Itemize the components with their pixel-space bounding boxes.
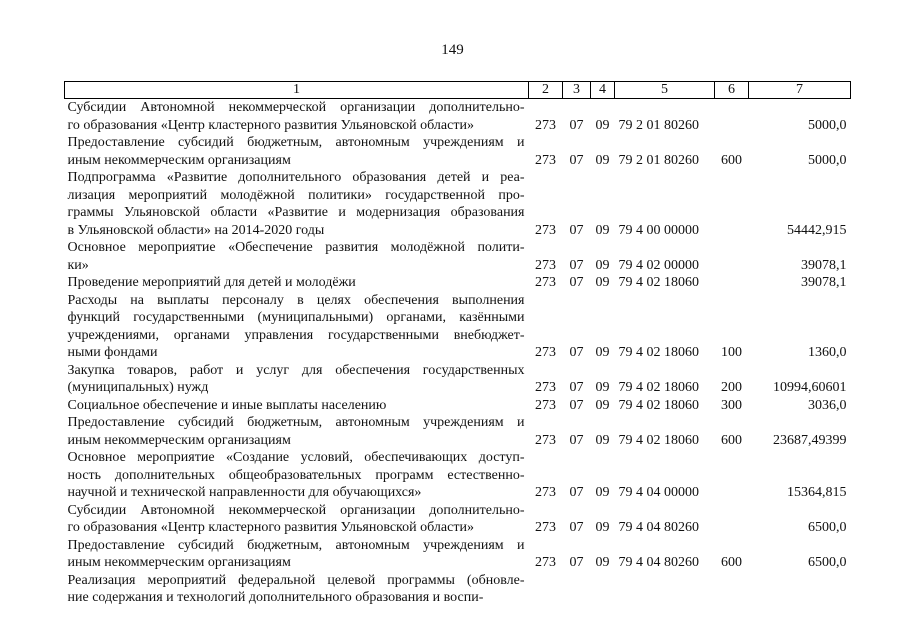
name-line: ки» xyxy=(67,257,89,273)
header-col-5: 5 xyxy=(615,82,715,99)
cell-ved: 273 xyxy=(535,275,556,290)
cell-target-article: 79 4 02 18060 xyxy=(618,432,699,448)
cell-section: 07 xyxy=(569,152,584,168)
cell-target-article: 79 4 02 18060 xyxy=(618,275,699,290)
cell-section: 07 xyxy=(569,555,584,570)
cell-subsection: 09 xyxy=(595,257,610,273)
table-row xyxy=(65,414,851,449)
name-line: иным некоммерческим организациям xyxy=(67,555,291,570)
table-row xyxy=(65,449,851,502)
cell-section: 07 xyxy=(569,345,584,360)
cell-section: 07 xyxy=(569,397,584,413)
name-line: ность дополнительных общеобразовательных программ естественно- xyxy=(67,467,525,483)
name-line: Предоставление субсидий бюджетным, автономным учреждениям и xyxy=(67,415,525,430)
cell-subsection xyxy=(591,572,615,607)
cell-name xyxy=(65,537,529,572)
cell-target-article: 79 4 02 18060 xyxy=(618,345,699,360)
cell-ved: 273 xyxy=(535,117,556,133)
cell-expense-type: 600 xyxy=(721,555,742,570)
cell-amount: 15364,815 xyxy=(787,485,847,500)
cell-expense-type: 100 xyxy=(721,345,742,360)
cell-target-article: 79 4 04 80260 xyxy=(618,555,699,570)
name-line: учреждениями, органами управления государственными внебюджет- xyxy=(67,327,525,343)
cell-name xyxy=(65,572,529,607)
table-row xyxy=(65,274,851,292)
cell-expense-type xyxy=(715,274,749,292)
cell-ved: 273 xyxy=(535,397,556,413)
name-line: Реализация мероприятий федеральной целевой программы (обновле- xyxy=(67,572,525,588)
table-row xyxy=(65,502,851,537)
cell-expense-type: 300 xyxy=(721,397,742,413)
cell-expense-type xyxy=(715,502,749,537)
cell-section xyxy=(563,572,591,607)
cell-amount: 5000,0 xyxy=(808,152,847,168)
cell-amount: 39078,1 xyxy=(801,275,847,290)
cell-ved xyxy=(529,572,563,607)
name-line: Субсидии Автономной некоммерческой организации дополнительно- xyxy=(67,100,525,115)
cell-section: 07 xyxy=(569,275,584,290)
name-line: Проведение мероприятий для детей и молодёжи xyxy=(67,275,356,290)
cell-target-article: 79 2 01 80260 xyxy=(618,117,699,133)
cell-amount: 54442,915 xyxy=(787,222,847,238)
cell-subsection: 09 xyxy=(595,345,610,360)
cell-section: 07 xyxy=(569,222,584,238)
table-row xyxy=(65,292,851,362)
cell-name xyxy=(65,502,529,537)
cell-ved: 273 xyxy=(535,432,556,448)
cell-name xyxy=(65,449,529,502)
name-line: иным некоммерческим организациям xyxy=(67,432,291,448)
cell-amount: 6500,0 xyxy=(808,555,847,570)
cell-expense-type xyxy=(715,99,749,135)
table-row xyxy=(65,397,851,415)
cell-section: 07 xyxy=(569,432,584,448)
name-line: Закупка товаров, работ и услуг для обеспечения государственных xyxy=(67,362,525,378)
cell-name xyxy=(65,99,529,135)
table-header xyxy=(65,82,851,99)
cell-name xyxy=(65,362,529,397)
table-row xyxy=(65,99,851,135)
cell-ved: 273 xyxy=(535,380,556,395)
cell-subsection: 09 xyxy=(595,520,610,535)
header-col-6: 6 xyxy=(715,82,749,99)
header-row xyxy=(65,82,851,99)
name-line: Предоставление субсидий бюджетным, автономным учреждениям и xyxy=(67,135,525,150)
name-line: го образования «Центр кластерного развития Ульяновской области» xyxy=(67,520,474,535)
cell-ved: 273 xyxy=(535,345,556,360)
budget-table xyxy=(64,81,851,607)
header-col-3: 3 xyxy=(563,82,591,99)
name-line: функций государственными (муниципальными) органами, казёнными xyxy=(67,310,525,325)
cell-target-article xyxy=(615,572,715,607)
cell-subsection: 09 xyxy=(595,432,610,448)
cell-name xyxy=(65,414,529,449)
cell-subsection: 09 xyxy=(595,485,610,500)
name-line: Основное мероприятие «Создание условий, обеспечивающих доступ- xyxy=(67,450,525,465)
cell-amount: 6500,0 xyxy=(808,520,847,535)
header-col-7: 7 xyxy=(749,82,851,99)
cell-subsection: 09 xyxy=(595,275,610,290)
cell-target-article: 79 4 04 00000 xyxy=(618,485,699,500)
name-line: Расходы на выплаты персоналу в целях обеспечения выполнения xyxy=(67,292,525,308)
cell-ved: 273 xyxy=(535,485,556,500)
name-line: граммы Ульяновской области «Развитие и модернизация образования xyxy=(67,205,525,220)
name-line: Социальное обеспечение и иные выплаты населению xyxy=(67,397,387,413)
name-line: в Ульяновской области» на 2014-2020 годы xyxy=(67,222,325,238)
cell-section: 07 xyxy=(569,117,584,133)
cell-section: 07 xyxy=(569,520,584,535)
page-number: 149 xyxy=(441,42,464,58)
table-row xyxy=(65,134,851,169)
cell-section: 07 xyxy=(569,380,584,395)
cell-target-article: 79 2 01 80260 xyxy=(618,152,699,168)
table-row xyxy=(65,169,851,239)
cell-target-article: 79 4 02 00000 xyxy=(618,257,699,273)
name-line: Основное мероприятие «Обеспечение развития молодёжной полити- xyxy=(67,240,525,255)
cell-subsection: 09 xyxy=(595,555,610,570)
name-line: ными фондами xyxy=(67,345,158,360)
cell-name xyxy=(65,397,529,415)
cell-target-article: 79 4 00 00000 xyxy=(618,222,699,238)
cell-amount: 1360,0 xyxy=(808,345,847,360)
cell-ved: 273 xyxy=(535,257,556,273)
name-line: ние содержания и технологий дополнительного образования и воспи- xyxy=(67,590,484,605)
cell-ved: 273 xyxy=(535,222,556,238)
cell-section: 07 xyxy=(569,485,584,500)
name-line: иным некоммерческим организациям xyxy=(67,152,291,168)
name-line: научной и технической направленности для обучающихся» xyxy=(67,485,422,500)
cell-expense-type: 600 xyxy=(721,432,742,448)
cell-target-article: 79 4 02 18060 xyxy=(618,380,699,395)
table-row xyxy=(65,537,851,572)
cell-subsection: 09 xyxy=(595,397,610,413)
header-col-2: 2 xyxy=(529,82,563,99)
name-line: лизация мероприятий молодёжной политики» государственной про- xyxy=(67,187,525,203)
name-line: Предоставление субсидий бюджетным, автономным учреждениям и xyxy=(67,537,525,553)
cell-name xyxy=(65,134,529,169)
cell-name xyxy=(65,239,529,274)
cell-name xyxy=(65,169,529,239)
cell-expense-type xyxy=(715,169,749,239)
name-line: (муниципальных) нужд xyxy=(67,380,209,395)
cell-ved: 273 xyxy=(535,152,556,168)
cell-subsection: 09 xyxy=(595,117,610,133)
cell-subsection: 09 xyxy=(595,222,610,238)
cell-amount: 39078,1 xyxy=(801,257,847,273)
header-col-1: 1 xyxy=(65,82,529,99)
cell-expense-type: 200 xyxy=(721,380,742,395)
cell-ved: 273 xyxy=(535,555,556,570)
cell-section: 07 xyxy=(569,257,584,273)
cell-amount: 5000,0 xyxy=(808,117,847,133)
name-line: Субсидии Автономной некоммерческой организации дополнительно- xyxy=(67,502,525,518)
cell-amount: 3036,0 xyxy=(808,397,847,413)
cell-expense-type: 600 xyxy=(721,152,742,168)
cell-target-article: 79 4 02 18060 xyxy=(618,397,699,413)
cell-target-article: 79 4 04 80260 xyxy=(618,520,699,535)
cell-subsection: 09 xyxy=(595,380,610,395)
cell-expense-type xyxy=(715,239,749,274)
cell-ved: 273 xyxy=(535,520,556,535)
cell-name xyxy=(65,274,529,292)
cell-subsection: 09 xyxy=(595,152,610,168)
table-row xyxy=(65,572,851,607)
cell-name xyxy=(65,292,529,362)
table-row xyxy=(65,239,851,274)
name-line: Подпрограмма «Развитие дополнительного образования детей и реа- xyxy=(67,170,525,185)
cell-amount: 10994,60601 xyxy=(773,380,847,395)
cell-expense-type xyxy=(715,449,749,502)
cell-amount: 23687,49399 xyxy=(773,432,847,448)
header-col-4: 4 xyxy=(591,82,615,99)
cell-expense-type xyxy=(715,572,749,607)
cell-amount xyxy=(749,572,851,607)
name-line: го образования «Центр кластерного развития Ульяновской области» xyxy=(67,117,474,133)
table-body xyxy=(65,99,851,607)
table-row xyxy=(65,362,851,397)
